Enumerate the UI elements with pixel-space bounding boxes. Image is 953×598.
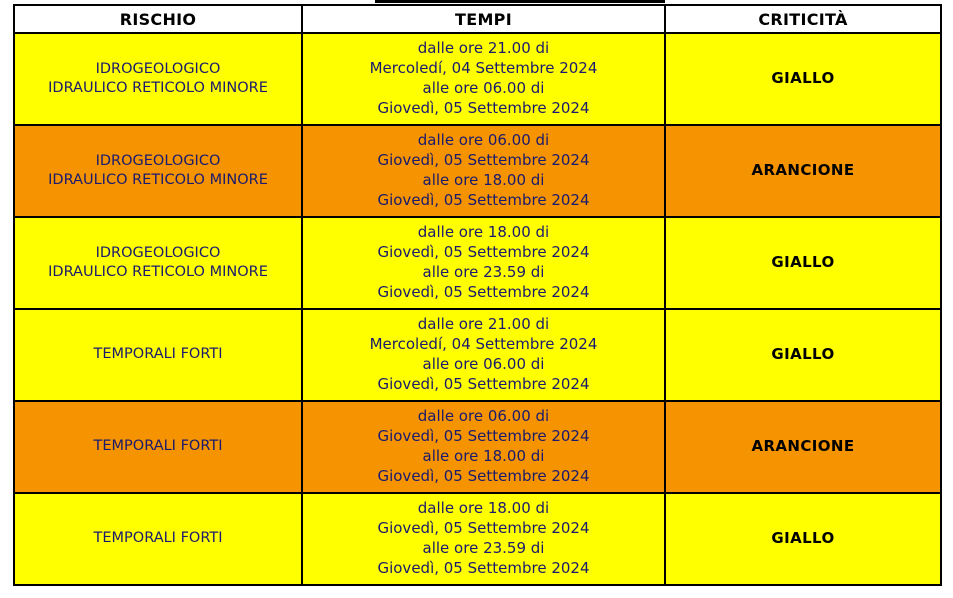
rischio-line: IDRAULICO RETICOLO MINORE <box>48 264 268 280</box>
tempi-line: dalle ore 18.00 di <box>417 499 550 518</box>
tempi-line: Mercoledí, 04 Settembre 2024 <box>369 59 598 78</box>
cell-criticita: GIALLO <box>665 33 941 125</box>
tempi-line: dalle ore 06.00 di <box>417 407 550 426</box>
tempi-line: dalle ore 21.00 di <box>417 315 550 334</box>
rischio-line: IDROGEOLOGICO <box>95 152 221 169</box>
table-row <box>14 309 941 401</box>
cell-tempi <box>302 125 665 217</box>
column-header-rischio: RISCHIO <box>14 5 302 33</box>
cell-rischio <box>14 33 302 125</box>
cell-rischio <box>14 309 302 401</box>
tempi-line: dalle ore 21.00 di <box>417 39 550 58</box>
cell-rischio <box>14 217 302 309</box>
cell-criticita: GIALLO <box>665 217 941 309</box>
table-row <box>14 401 941 493</box>
cell-criticita: GIALLO <box>665 493 941 585</box>
rischio-line: TEMPORALI FORTI <box>93 530 223 547</box>
tempi-line: alle ore 18.00 di <box>422 447 545 465</box>
tempi-line: Giovedì, 05 Settembre 2024 <box>377 466 590 485</box>
column-header-tempi: TEMPI <box>302 5 665 33</box>
tempi-line: dalle ore 18.00 di <box>417 223 550 242</box>
rischio-line: IDROGEOLOGICO <box>95 244 221 261</box>
cell-tempi <box>302 401 665 493</box>
cell-criticita: ARANCIONE <box>665 401 941 493</box>
tempi-line: Giovedì, 05 Settembre 2024 <box>377 558 590 577</box>
cell-rischio <box>14 493 302 585</box>
table-body <box>14 33 941 585</box>
weather-alert-table <box>13 4 942 586</box>
tempi-line: dalle ore 06.00 di <box>417 131 550 150</box>
table-header <box>14 5 941 33</box>
tempi-line: Giovedì, 05 Settembre 2024 <box>377 427 590 446</box>
tempi-line: Giovedì, 05 Settembre 2024 <box>377 243 590 262</box>
tempi-line: Giovedì, 05 Settembre 2024 <box>377 190 590 209</box>
tempi-line: Giovedì, 05 Settembre 2024 <box>377 98 590 117</box>
rischio-line: IDRAULICO RETICOLO MINORE <box>48 172 268 188</box>
rischio-line: IDROGEOLOGICO <box>95 60 221 77</box>
cell-rischio <box>14 401 302 493</box>
cell-tempi <box>302 217 665 309</box>
tempi-line: Giovedì, 05 Settembre 2024 <box>377 151 590 170</box>
table-row <box>14 217 941 309</box>
rischio-line: TEMPORALI FORTI <box>93 346 223 363</box>
cell-rischio <box>14 125 302 217</box>
tempi-line: alle ore 06.00 di <box>422 355 545 373</box>
cell-tempi <box>302 309 665 401</box>
cell-tempi <box>302 493 665 585</box>
tempi-line: alle ore 23.59 di <box>422 263 545 281</box>
cell-criticita: GIALLO <box>665 309 941 401</box>
rischio-line: IDRAULICO RETICOLO MINORE <box>48 80 268 96</box>
tempi-line: Mercoledí, 04 Settembre 2024 <box>369 335 598 354</box>
top-rule-divider <box>375 0 665 3</box>
cell-tempi <box>302 33 665 125</box>
cell-criticita: ARANCIONE <box>665 125 941 217</box>
table-row <box>14 493 941 585</box>
tempi-line: Giovedì, 05 Settembre 2024 <box>377 282 590 301</box>
tempi-line: alle ore 18.00 di <box>422 171 545 189</box>
rischio-line: TEMPORALI FORTI <box>93 438 223 455</box>
table-row <box>14 33 941 125</box>
tempi-line: Giovedì, 05 Settembre 2024 <box>377 519 590 538</box>
table-header-row <box>14 5 941 33</box>
tempi-line: alle ore 23.59 di <box>422 539 545 557</box>
table-row <box>14 125 941 217</box>
tempi-line: alle ore 06.00 di <box>422 79 545 97</box>
tempi-line: Giovedì, 05 Settembre 2024 <box>377 374 590 393</box>
column-header-criticita: CRITICITÀ <box>665 5 941 33</box>
